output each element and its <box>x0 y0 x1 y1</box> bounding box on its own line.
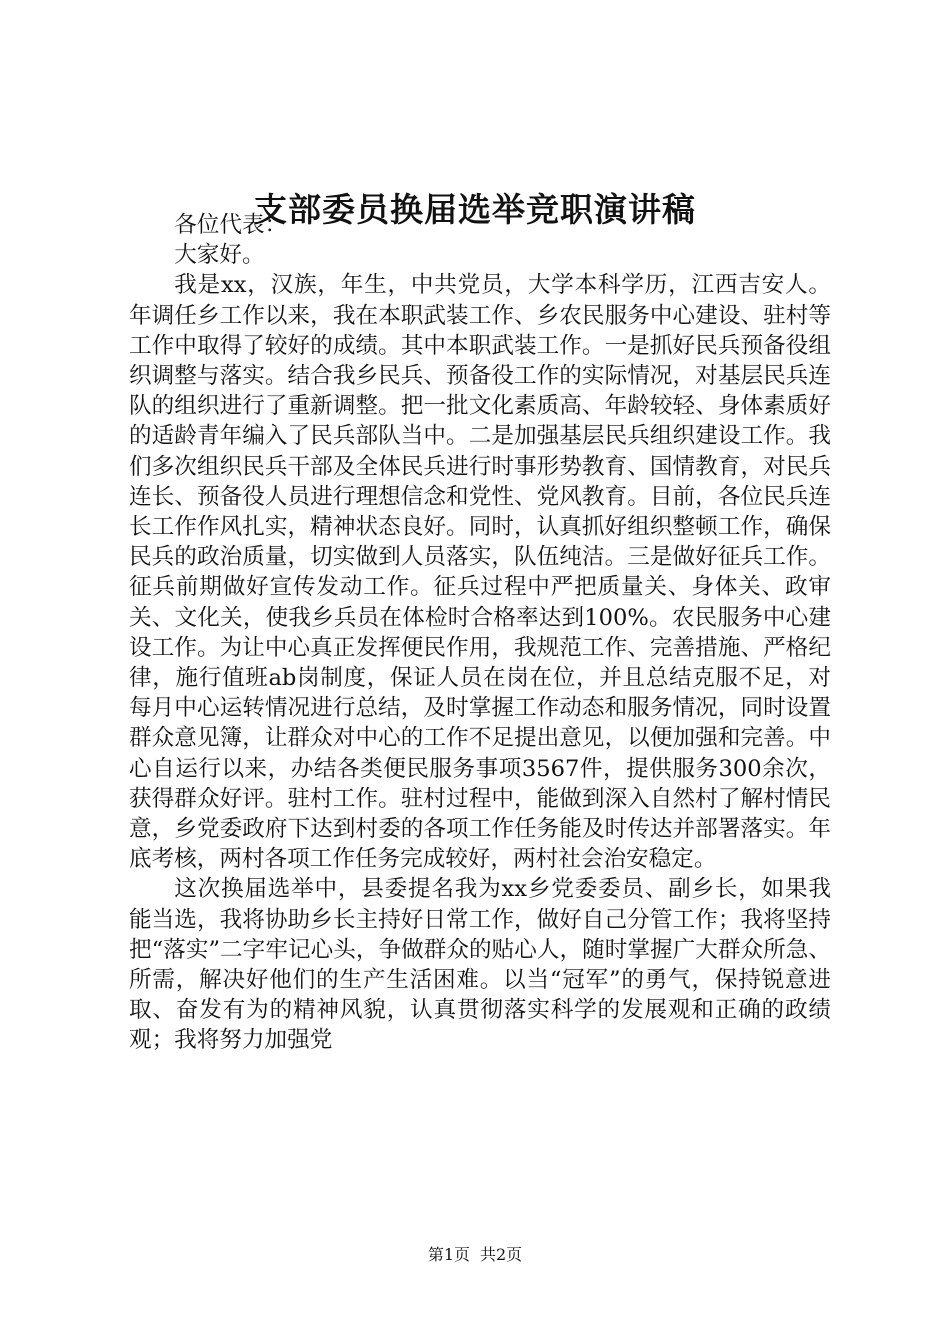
body-paragraph: 我是xx，汉族，年生，中共党员，大学本科学历，江西吉安人。年调任乡工作以来，我在本职武装工作、乡农民服务中心建设、驻村等工作中取得了较好的成绩。其中本职武装工作。一是抓好民兵预备役组织调整与落实。结合我乡民兵、预备役工作的实际情况，对基层民兵连队的组织进行了重新调整。把一批文化素质高、年龄较轻、身体素质好的适龄青年编入了民兵部队当中。二是加强基层民兵组织建设工作。我们多次组织民兵干部及全体民兵进行时事形势教育、国情教育，对民兵连长、预备役人员进行理想信念和党性、党风教育。目前，各位民兵连长工作作风扎实，精神状态良好。同时，认真抓好组织整顿工作，确保民兵的政治质量，切实做到人员落实，队伍纯洁。三是做好征兵工作。征兵前期做好宣传发动工作。征兵过程中严把质量关、身体关、政审关、文化关，使我乡兵员在体检时合格率达到100%。农民服务中心建设工作。为让中心真正发挥便民作用，我规范工作、完善措施、严格纪律，施行值班ab岗制度，保证人员在岗在位，并且总结克服不足，对每月中心运转情况进行总结，及时掌握工作动态和服务情况，同时设置群众意见簿，让群众对中心的工作不足提出意见，以便加强和完善。中心自运行以来，办结各类便民服务事项3567件，提供服务300余次，获得群众好评。驻村工作。驻村过程中，能做到深入自然村了解村情民意，乡党委政府下达到村委的各项工作任务能及时传达并部署落实。年底考核，两村各项工作任务完成较好，两村社会治安稳定。 <box>129 272 831 873</box>
page-total: 共2页 <box>480 1245 523 1264</box>
page-title: 支部委员换届选举竞职演讲稿 <box>254 190 696 229</box>
page-number: 第1页 <box>427 1245 470 1264</box>
greeting: 大家好。 <box>174 242 265 269</box>
page-footer <box>0 1244 950 1266</box>
body-paragraph: 这次换届选举中，县委提名我为xx乡党委委员、副乡长，如果我能当选，我将协助乡长主持好日常工作，做好自己分管工作；我将坚持把“落实”二字牢记心头，争做群众的贴心人，随时掌握广大群众所急、所需，解决好他们的生产生活困难。以当“冠军”的勇气，保持锐意进取、奋发有为的精神风貌，认真贯彻落实科学的发展观和正确的政绩观；我将努力加强党 <box>129 876 831 1054</box>
document-body <box>129 210 831 1056</box>
salutation: 各位代表： <box>174 212 288 238</box>
